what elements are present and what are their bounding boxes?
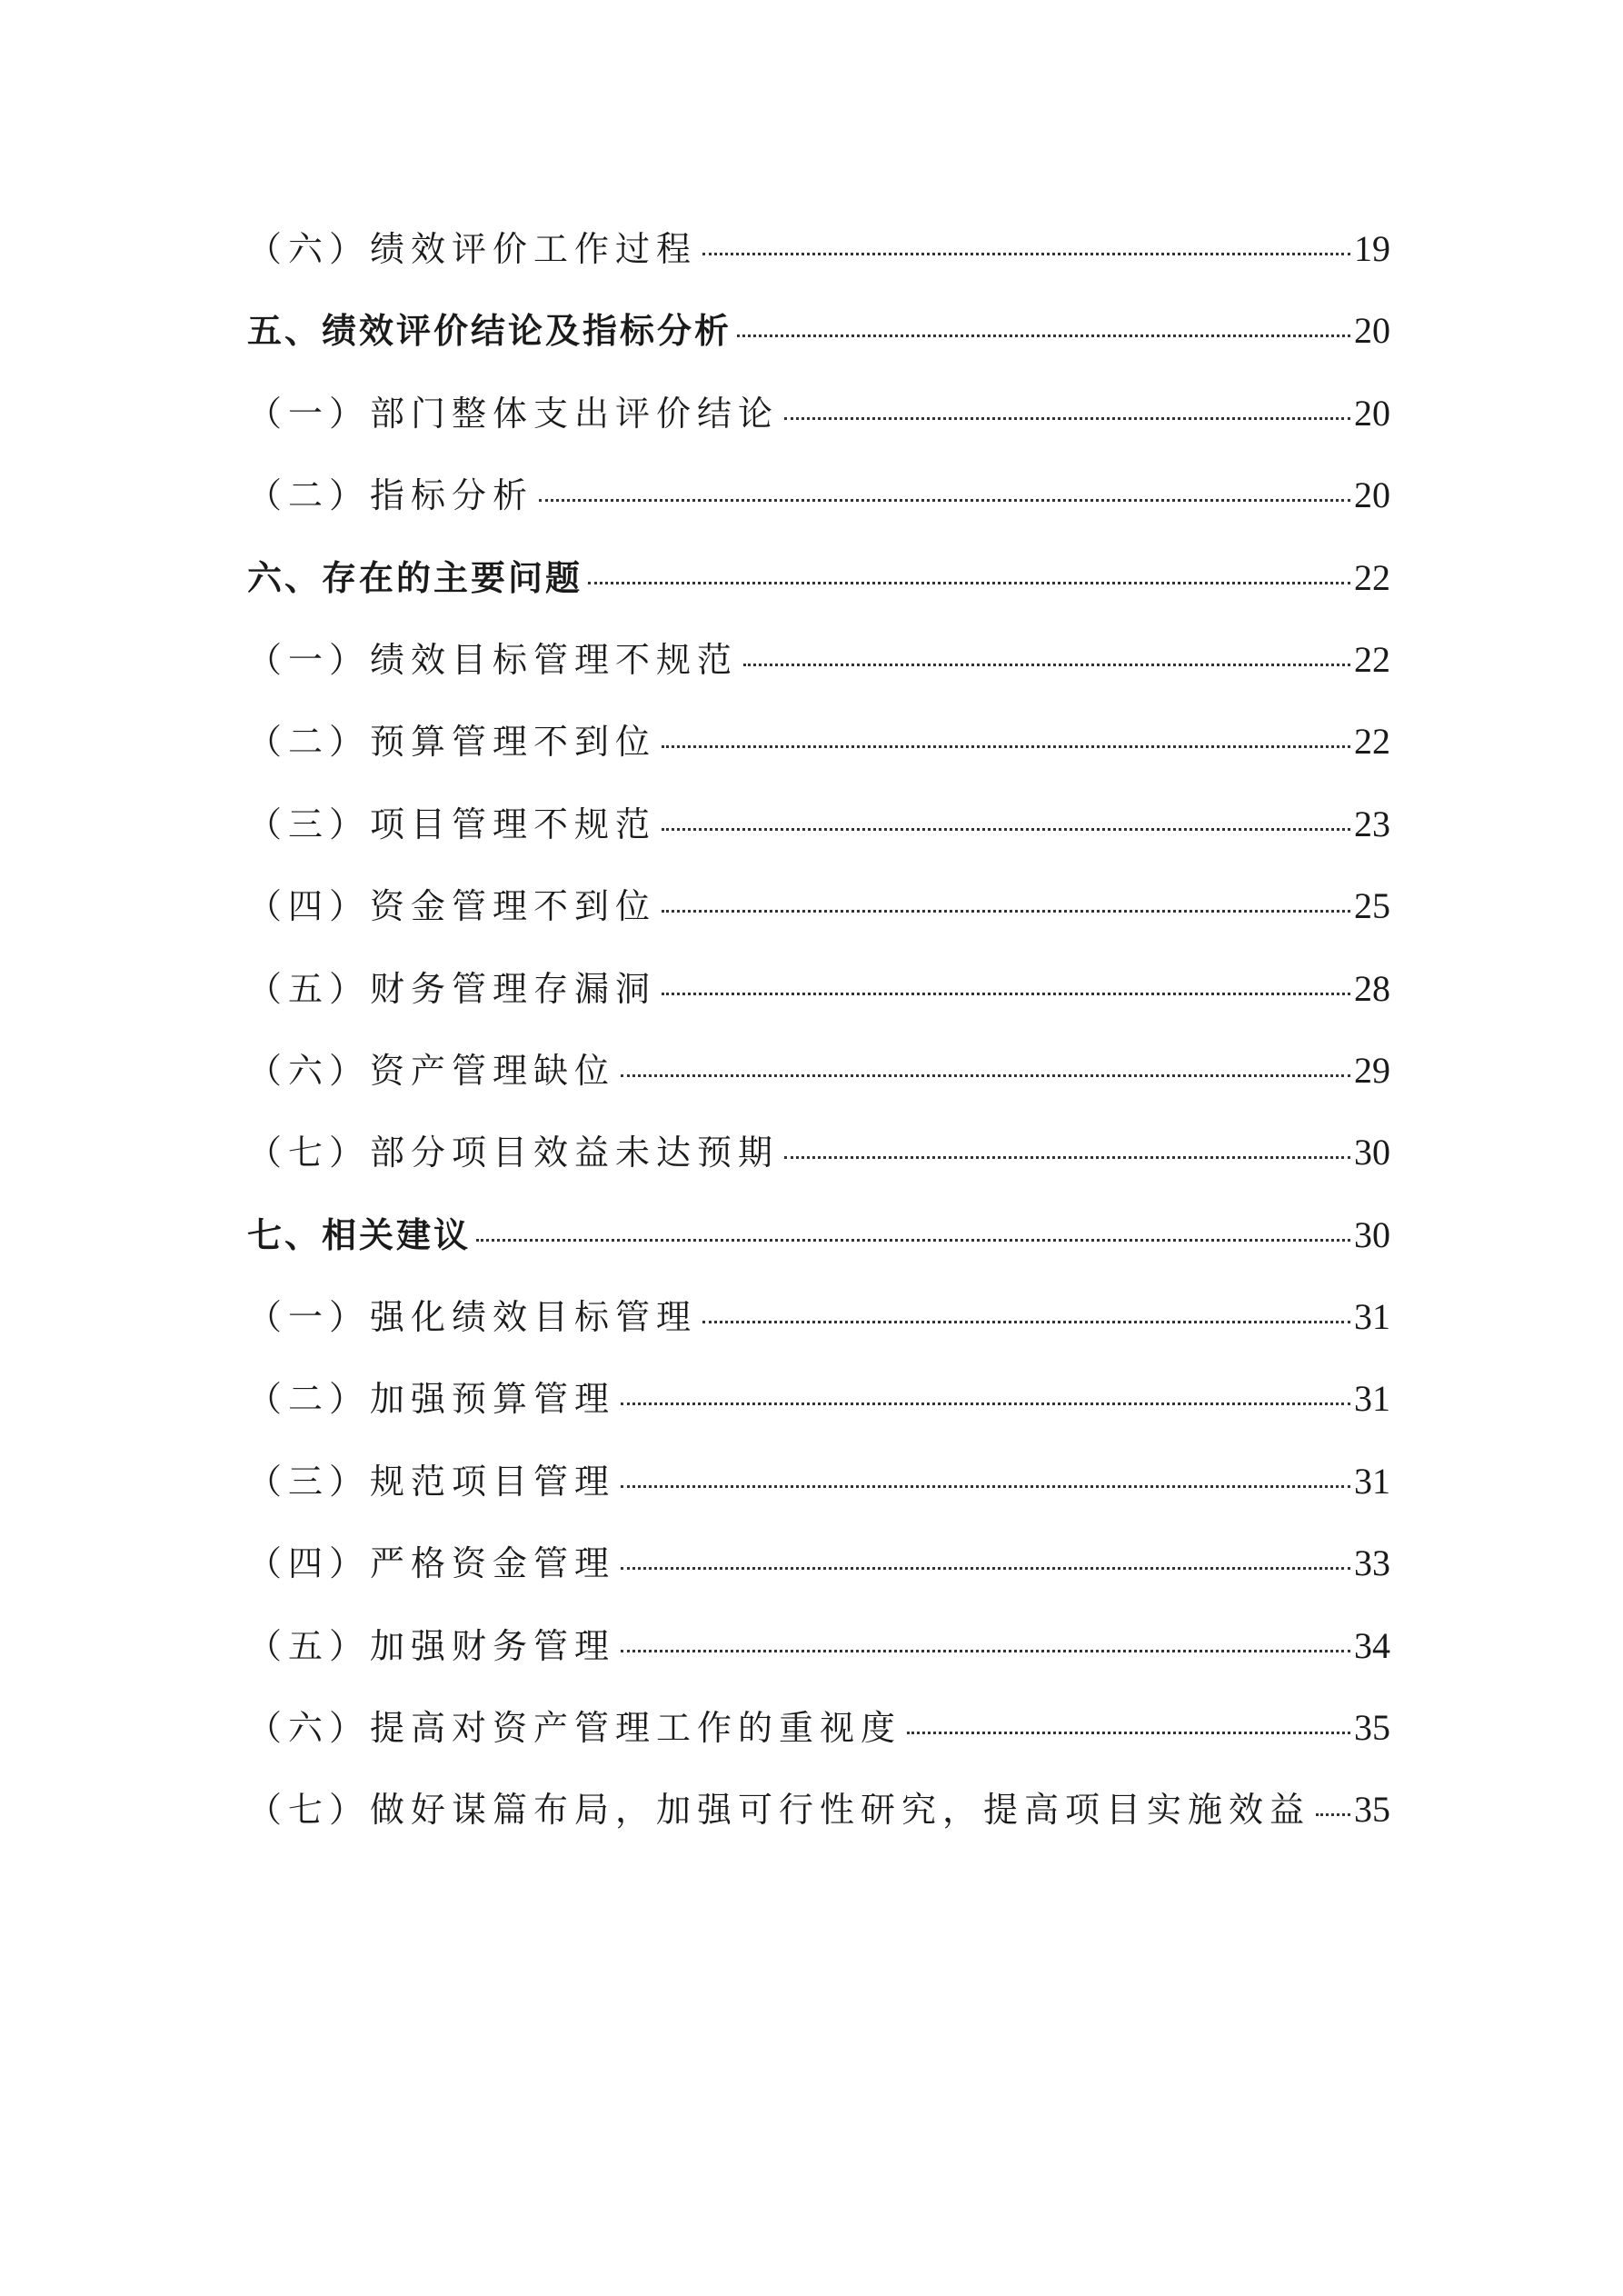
toc-entry-page: 30 (1354, 1132, 1390, 1173)
toc-entry[interactable] (247, 714, 1390, 796)
toc-entry[interactable] (247, 962, 1390, 1043)
toc-entry-title: 五、绩效评价结论及指标分析 (247, 310, 732, 352)
toc-entry-page: 23 (1354, 803, 1390, 844)
toc-entry-title: （三）规范项目管理 (247, 1461, 616, 1502)
table-of-contents (247, 222, 1390, 1865)
dot-leader (743, 664, 1350, 666)
dot-leader (662, 993, 1350, 995)
toc-entry-title: 七、相关建议 (247, 1213, 472, 1255)
dot-leader (588, 582, 1350, 584)
toc-entry[interactable] (247, 222, 1390, 304)
toc-entry[interactable] (247, 468, 1390, 550)
toc-entry-title: （二）加强预算管理 (247, 1379, 616, 1420)
toc-entry-title: 六、存在的主要问题 (247, 556, 583, 598)
toc-entry-page: 20 (1354, 310, 1390, 352)
toc-entry[interactable] (247, 1454, 1390, 1536)
toc-entry-page: 22 (1354, 721, 1390, 763)
dot-leader (702, 1321, 1350, 1323)
toc-entry-page: 33 (1354, 1542, 1390, 1584)
toc-entry[interactable] (247, 1290, 1390, 1372)
toc-entry[interactable] (247, 1782, 1390, 1864)
toc-entry-page: 31 (1354, 1460, 1390, 1502)
toc-entry[interactable] (247, 879, 1390, 961)
toc-entry-page: 20 (1354, 392, 1390, 434)
dot-leader (784, 417, 1350, 420)
toc-entry-page: 31 (1354, 1296, 1390, 1338)
toc-entry-title: （一）绩效目标管理不规范 (247, 639, 739, 680)
toc-entry[interactable] (247, 1619, 1390, 1701)
toc-entry-title: （六）提高对资产管理工作的重视度 (247, 1708, 902, 1749)
toc-entry-title: （二）指标分析 (247, 475, 534, 516)
toc-entry-page: 20 (1354, 474, 1390, 516)
dot-leader (621, 1074, 1350, 1077)
dot-leader (737, 334, 1350, 337)
toc-entry[interactable] (247, 1372, 1390, 1453)
toc-entry-page: 22 (1354, 556, 1390, 598)
toc-entry[interactable] (247, 1125, 1390, 1207)
toc-entry[interactable] (247, 304, 1390, 385)
dot-leader (539, 499, 1350, 502)
toc-entry-page: 28 (1354, 967, 1390, 1009)
toc-entry-title: （七）做好谋篇布局，加强可行性研究，提高项目实施效益 (247, 1790, 1311, 1831)
dot-leader (621, 1567, 1350, 1570)
toc-entry[interactable] (247, 1208, 1390, 1290)
toc-entry-title: （五）财务管理存漏洞 (247, 968, 657, 1009)
toc-entry-page: 34 (1354, 1624, 1390, 1666)
toc-entry-page: 22 (1354, 638, 1390, 680)
toc-entry-title: （一）强化绩效目标管理 (247, 1297, 698, 1338)
toc-entry-page: 30 (1354, 1213, 1390, 1255)
toc-entry-page: 19 (1354, 228, 1390, 269)
dot-leader (621, 1485, 1350, 1488)
dot-leader (621, 1403, 1350, 1405)
toc-entry-page: 35 (1354, 1707, 1390, 1749)
toc-entry-title: （一）部门整体支出评价结论 (247, 393, 780, 434)
toc-entry[interactable] (247, 633, 1390, 714)
toc-entry-title: （四）严格资金管理 (247, 1543, 616, 1584)
dot-leader (907, 1732, 1350, 1734)
toc-entry-title: （二）预算管理不到位 (247, 722, 657, 763)
dot-leader (702, 253, 1350, 255)
dot-leader (662, 910, 1350, 913)
dot-leader (662, 828, 1350, 831)
toc-entry-title: （七）部分项目效益未达预期 (247, 1133, 780, 1173)
toc-entry-title: （四）资金管理不到位 (247, 886, 657, 927)
dot-leader (784, 1156, 1350, 1159)
toc-entry[interactable] (247, 1536, 1390, 1618)
toc-entry-title: （六）资产管理缺位 (247, 1050, 616, 1091)
dot-leader (621, 1650, 1350, 1652)
toc-entry-title: （五）加强财务管理 (247, 1625, 616, 1666)
toc-entry[interactable] (247, 551, 1390, 633)
toc-entry-page: 35 (1354, 1789, 1390, 1831)
toc-entry[interactable] (247, 1043, 1390, 1125)
toc-entry-page: 25 (1354, 885, 1390, 927)
toc-entry-title: （三）项目管理不规范 (247, 804, 657, 844)
toc-entry[interactable] (247, 797, 1390, 879)
toc-entry-page: 29 (1354, 1049, 1390, 1091)
dot-leader (476, 1239, 1350, 1242)
dot-leader (1316, 1813, 1350, 1816)
toc-entry[interactable] (247, 386, 1390, 468)
dot-leader (662, 745, 1350, 748)
toc-entry[interactable] (247, 1701, 1390, 1782)
toc-entry-page: 31 (1354, 1378, 1390, 1420)
toc-entry-title: （六）绩效评价工作过程 (247, 229, 698, 269)
